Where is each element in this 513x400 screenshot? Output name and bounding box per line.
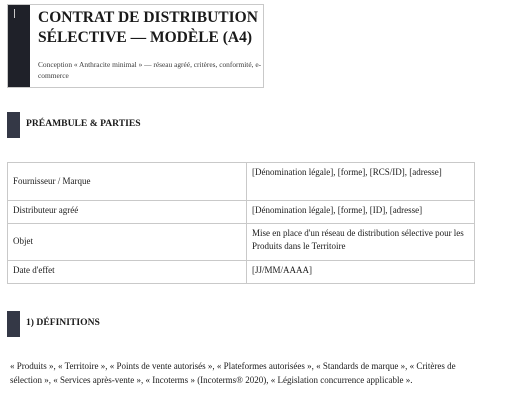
row-value-object: Mise en place d'un réseau de distribution sélective pour les Produits dans le Territoire <box>247 224 475 261</box>
row-label-effective-date: Date d'effet <box>8 261 247 284</box>
parties-table <box>7 162 475 284</box>
section-marker <box>7 112 20 138</box>
row-label-distributor: Distributeur agréé <box>8 201 247 224</box>
document-title-block <box>7 4 264 88</box>
document-subtitle: Conception « Anthracite minimal » — réseau agréé, critères, conformité, e-commerce <box>38 60 262 80</box>
table-row <box>8 201 475 224</box>
row-label-supplier: Fournisseur / Marque <box>8 163 247 201</box>
table-row <box>8 224 475 261</box>
definitions-paragraph: « Produits », « Territoire », « Points de vente autorisés », « Plateformes autorisées », « Standards de marque », « Critères de sélection », « Services après-vente », « Incoterms » (Incoterms® 2020), « Législation concurrence applicable ». <box>10 361 456 385</box>
row-value-distributor: [Dénomination légale], [forme], [ID], [adresse] <box>247 201 475 224</box>
title-bar-tick <box>14 9 15 18</box>
section-marker <box>7 311 20 337</box>
row-value-effective-date: [JJ/MM/AAAA] <box>247 261 475 284</box>
row-value-supplier: [Dénomination légale], [forme], [RCS/ID], [adresse] <box>247 163 475 201</box>
section-title-preamble: PRÉAMBULE & PARTIES <box>26 118 141 129</box>
document-title: CONTRAT DE DISTRIBUTION SÉLECTIVE — MODÈLE (A4) <box>38 9 258 46</box>
section-title-definitions: 1) DÉFINITIONS <box>26 317 100 328</box>
title-accent-bar <box>8 5 30 87</box>
table-row <box>8 163 475 201</box>
row-label-object: Objet <box>8 224 247 261</box>
table-row <box>8 261 475 284</box>
